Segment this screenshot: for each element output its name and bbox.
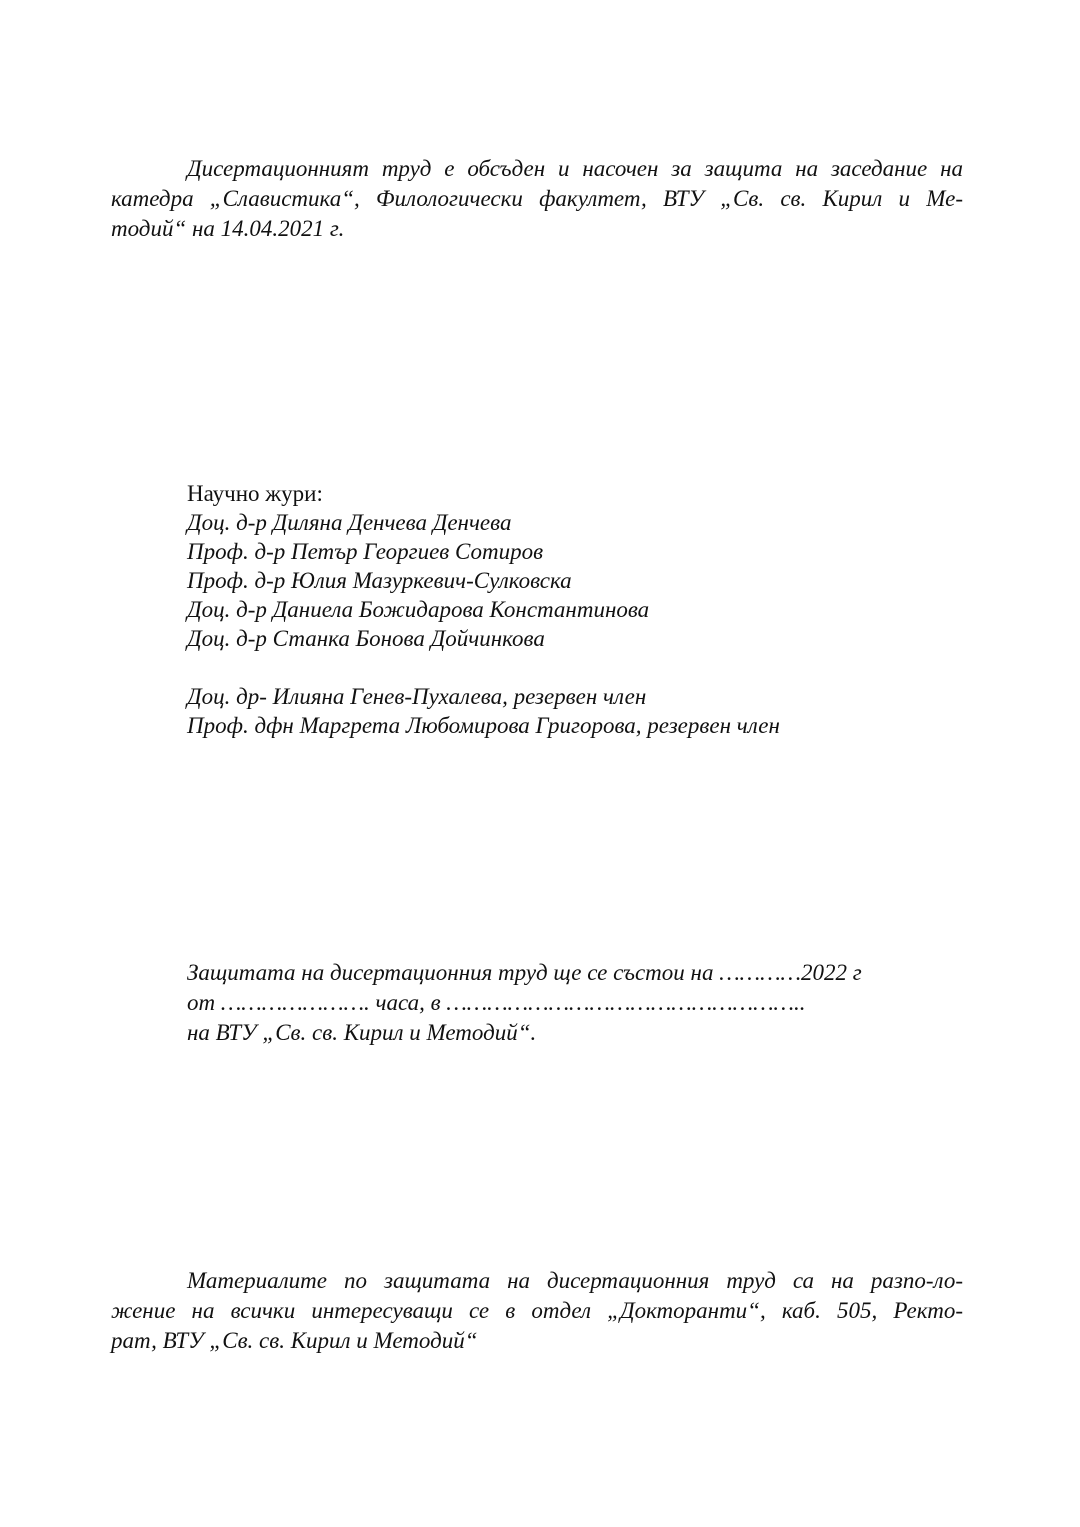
- materials-line-1: Материалите по защитата на дисертационния труд са на разпо-ло-: [187, 1268, 963, 1293]
- jury-reserve-member: Доц. др- Илияна Генев-Пухалева, резервен член: [187, 684, 647, 709]
- jury-heading: Научно жури:: [187, 481, 323, 506]
- materials-line-2: жение на всички интересуващи се в отдел „Докторанти“, каб. 505, Ректо-: [111, 1298, 963, 1323]
- jury-member: Доц. д-р Станка Бонова Дойчинкова: [187, 626, 545, 651]
- intro-line-3: тодий“ на 14.04.2021 г.: [111, 216, 345, 241]
- materials-line-3: рат, ВТУ „Св. св. Кирил и Методий“: [111, 1328, 478, 1353]
- intro-line-1: Дисертационният труд е обсъден и насочен за защита на заседание на: [187, 156, 963, 181]
- jury-member: Проф. д-р Петър Георгиев Сотиров: [187, 539, 544, 564]
- defense-line-2: от …………………. часа, в ……………………………………………..: [187, 990, 806, 1015]
- jury-member: Доц. д-р Даниела Божидарова Константинова: [187, 597, 650, 622]
- defense-line-1: Защитата на дисертационния труд ще се състои на …………2022 г: [187, 960, 862, 985]
- defense-line-3: на ВТУ „Св. св. Кирил и Методий“.: [187, 1020, 537, 1045]
- jury-reserve-member: Проф. дфн Маргрета Любомирова Григорова, резервен член: [187, 713, 780, 738]
- jury-member: Доц. д-р Диляна Денчева Денчева: [187, 510, 512, 535]
- jury-member: Проф. д-р Юлия Мазуркевич-Сулковска: [187, 568, 572, 593]
- intro-line-2: катедра „Славистика“, Филологически факултет, ВТУ „Св. св. Кирил и Ме-: [111, 186, 963, 211]
